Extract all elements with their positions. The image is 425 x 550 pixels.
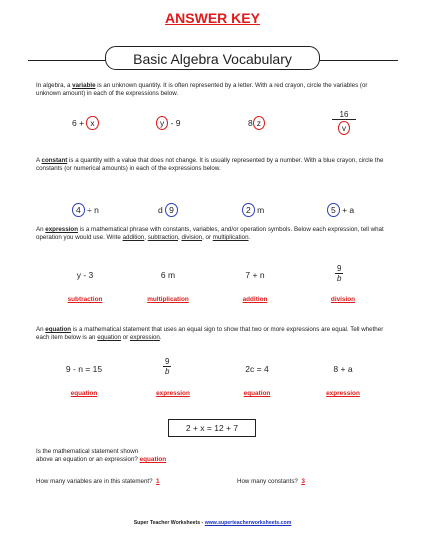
page-title: Basic Algebra Vocabulary bbox=[105, 46, 320, 70]
equation-item-1: 9 - n = 15 bbox=[65, 364, 103, 374]
expression-answer-2: multiplication bbox=[147, 296, 189, 303]
equation-paragraph: An equation is a mathematical statement that uses an equal sign to show that two or more expressions are equal. Tell whether each item below is an equation or expression. bbox=[36, 326, 384, 342]
expression-item-2: 6 m bbox=[160, 270, 176, 280]
question-1: Is the mathematical statement shown above an equation or an expression? equation bbox=[36, 448, 167, 464]
variable-item-2: y - 9 bbox=[156, 116, 181, 130]
variable-paragraph: In algebra, a variable is an unknown quantity. It is often represented by a letter. With a red crayon, circle the variables (or unknown amount) in each of the expressions below. bbox=[36, 82, 368, 98]
circled-constant: 2 bbox=[242, 203, 255, 217]
answer-constant-count: 3 bbox=[301, 478, 305, 485]
expression-item-3: 7 + n bbox=[245, 270, 265, 280]
circled-variable: y bbox=[156, 116, 168, 130]
term-equation: equation bbox=[45, 326, 72, 333]
expression-answer-1: subtraction bbox=[67, 296, 103, 303]
answer-variable-count: 1 bbox=[156, 478, 160, 485]
variable-item-1: 6 + x bbox=[72, 116, 99, 130]
constant-item-1: 4 ÷ n bbox=[72, 203, 99, 217]
circled-variable: x bbox=[86, 116, 98, 130]
footer-url[interactable]: www.superteacherworksheets.com bbox=[204, 520, 292, 526]
boxed-statement: 2 + x = 12 + 7 bbox=[168, 419, 256, 437]
term-variable: variable bbox=[72, 82, 96, 89]
expression-answer-3: addition bbox=[242, 296, 268, 303]
expression-paragraph: An expression is a mathematical phrase with constants, variables, and/or operation symbols. Below each expression, tell what operation you would use. Write addition, subtraction, division, or multiplication. bbox=[36, 226, 384, 242]
answer-statement-type: equation bbox=[139, 456, 167, 464]
equation-answer-3: equation bbox=[243, 390, 271, 397]
constant-item-3: 2 m bbox=[242, 203, 264, 217]
circled-constant: 9 bbox=[165, 203, 178, 217]
question-3: How many constants? 3 bbox=[237, 478, 305, 485]
equation-item-4: 8 + a bbox=[333, 364, 353, 374]
circled-constant: 4 bbox=[72, 203, 85, 217]
term-constant: constant bbox=[41, 157, 68, 164]
term-expression: expression bbox=[45, 226, 78, 233]
equation-item-3: 2c = 4 bbox=[245, 364, 269, 374]
equation-answer-4: expression bbox=[326, 390, 360, 397]
answer-key-heading: ANSWER KEY bbox=[165, 10, 260, 26]
expression-item-1: y - 3 bbox=[76, 270, 94, 280]
circled-variable: z bbox=[253, 116, 265, 130]
footer-brand: Super Teacher Worksheets bbox=[133, 520, 201, 526]
expression-answer-4: division bbox=[330, 296, 356, 303]
circled-constant: 5 bbox=[327, 203, 340, 217]
equation-answer-1: equation bbox=[70, 390, 98, 397]
equation-item-2: $\frac{9}{b}$ bbox=[165, 357, 170, 376]
variable-item-4: 16 v bbox=[332, 110, 356, 135]
footer: Super Teacher Worksheets - www.superteacherworksheets.com bbox=[133, 520, 292, 526]
variable-item-3: 8 z bbox=[248, 116, 265, 130]
circled-variable: v bbox=[338, 121, 350, 135]
expression-item-4: $\frac{9}{b}$ bbox=[337, 264, 342, 283]
equation-answer-2: expression bbox=[156, 390, 190, 397]
constant-paragraph: A constant is a quantity with a value that does not change. It is usually represented by a number. With a blue crayon, circle the constants (or numerical amounts) in each of the expressions below. bbox=[36, 157, 384, 173]
constant-item-2: d 9 bbox=[158, 203, 178, 217]
question-2: How many variables are in this statement? 1 bbox=[36, 478, 160, 485]
constant-item-4: 5 + a bbox=[327, 203, 354, 217]
